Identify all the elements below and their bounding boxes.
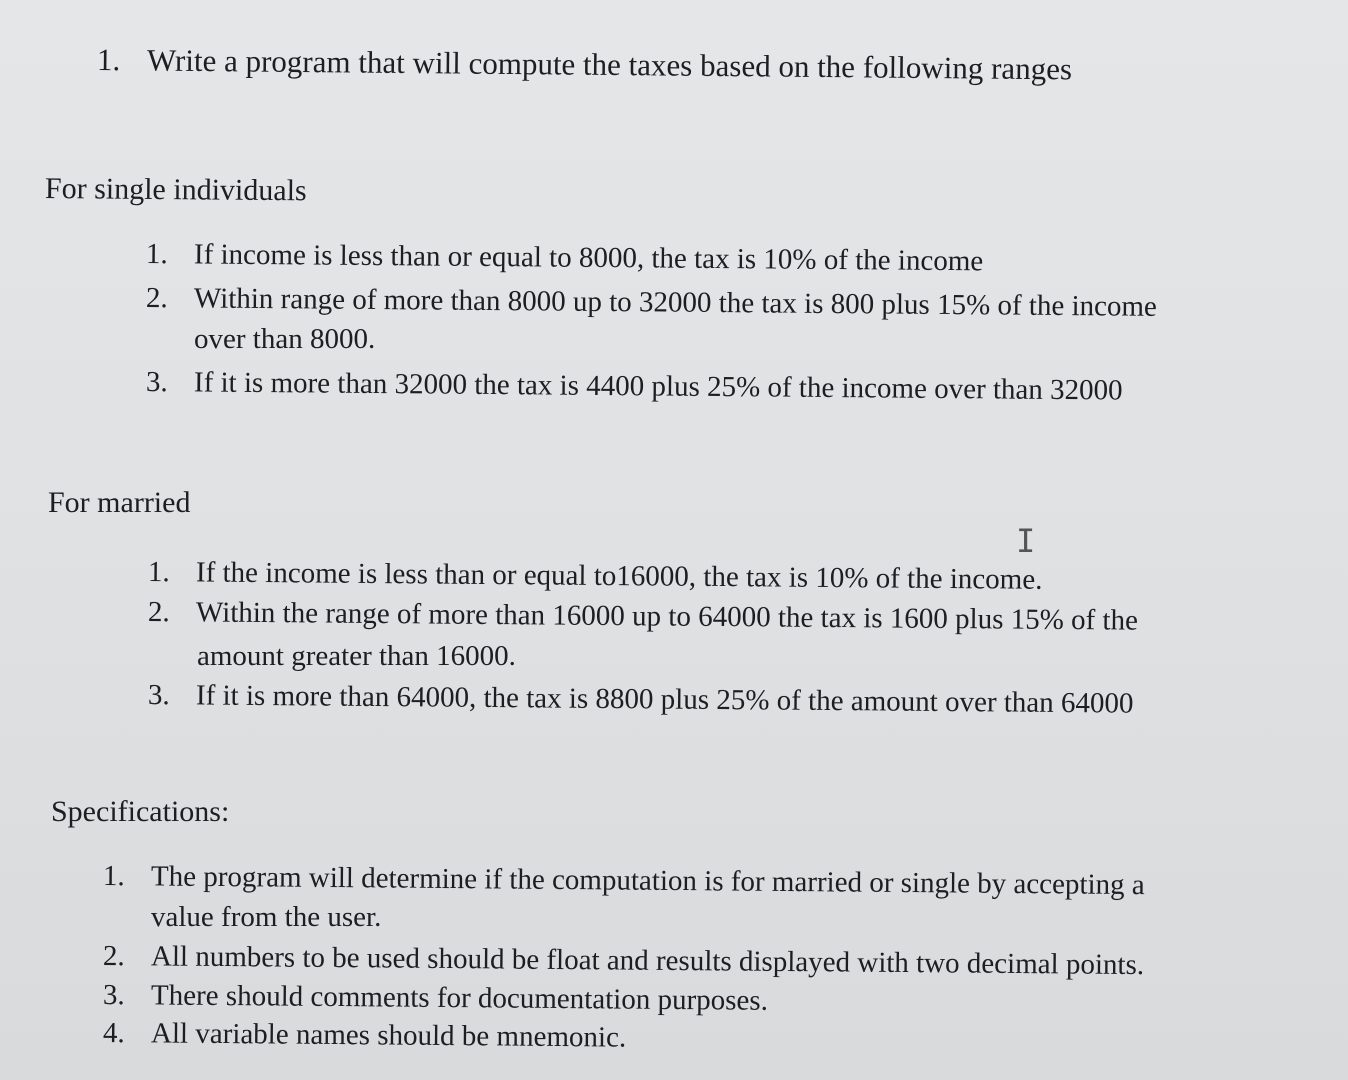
married-heading: For married — [48, 486, 191, 519]
single-item-3-number: 3. — [145, 366, 168, 399]
married-item-2-text: Within the range of more than 16000 up to 64000 the tax is 1600 plus 15% of the — [195, 596, 1139, 637]
spec-item-2 — [103, 942, 1144, 980]
single-item-1 — [146, 240, 983, 276]
spec-item-1-continuation: value from the user. — [151, 901, 382, 933]
spec-item-3-number: 3. — [102, 979, 125, 1012]
spec-item-4-text: All variable names should be mnemonic. — [150, 1017, 627, 1054]
spec-item-2-number: 2. — [102, 940, 125, 973]
spec-item-1-text: The program will determine if the computation is for married or single by accepting a — [150, 860, 1145, 902]
married-item-3-text: If it is more than 64000, the tax is 8800 plus 25% of the amount over than 64000 — [195, 679, 1134, 720]
married-item-1 — [148, 558, 1043, 595]
single-item-1-number: 1. — [145, 238, 168, 271]
single-item-2-continuation: over than 8000. — [194, 323, 376, 355]
spec-item-4-number: 4. — [102, 1017, 125, 1050]
single-item-3 — [146, 368, 1123, 406]
single-item-1-text: If income is less than or equal to 8000, the tax is 10% of the income — [193, 238, 984, 278]
question-text: Write a program that will compute the taxes based on the following ranges — [146, 42, 1073, 87]
spec-item-1 — [103, 862, 1145, 900]
question-line — [96, 42, 1073, 87]
single-item-2 — [146, 284, 1157, 322]
single-item-2-number: 2. — [145, 282, 168, 315]
specifications-heading: Specifications: — [51, 795, 230, 828]
single-item-2-text: Within range of more than 8000 up to 32000 the tax is 800 plus 15% of the income — [193, 282, 1158, 323]
single-item-3-text: If it is more than 32000 the tax is 4400 plus 25% of the income over than 32000 — [193, 366, 1123, 407]
married-item-3-number: 3. — [147, 679, 170, 712]
married-item-1-text: If the income is less than or equal to16000, the tax is 10% of the income. — [195, 556, 1043, 596]
married-item-2-continuation: amount greater than 16000. — [197, 640, 516, 672]
married-item-2 — [148, 598, 1138, 636]
married-item-2-number: 2. — [147, 596, 170, 629]
spec-item-2-text: All numbers to be used should be float and results displayed with two decimal points. — [150, 940, 1145, 982]
spec-item-4 — [103, 1019, 626, 1053]
married-item-3 — [148, 681, 1134, 719]
single-heading: For single individuals — [44, 172, 307, 208]
spec-item-1-number: 1. — [102, 860, 125, 893]
text-cursor-icon: I — [1016, 522, 1036, 560]
spec-item-3 — [103, 981, 768, 1016]
married-item-1-number: 1. — [147, 556, 170, 589]
question-number: 1. — [96, 42, 121, 78]
spec-item-3-text: There should comments for documentation purposes. — [150, 979, 769, 1017]
